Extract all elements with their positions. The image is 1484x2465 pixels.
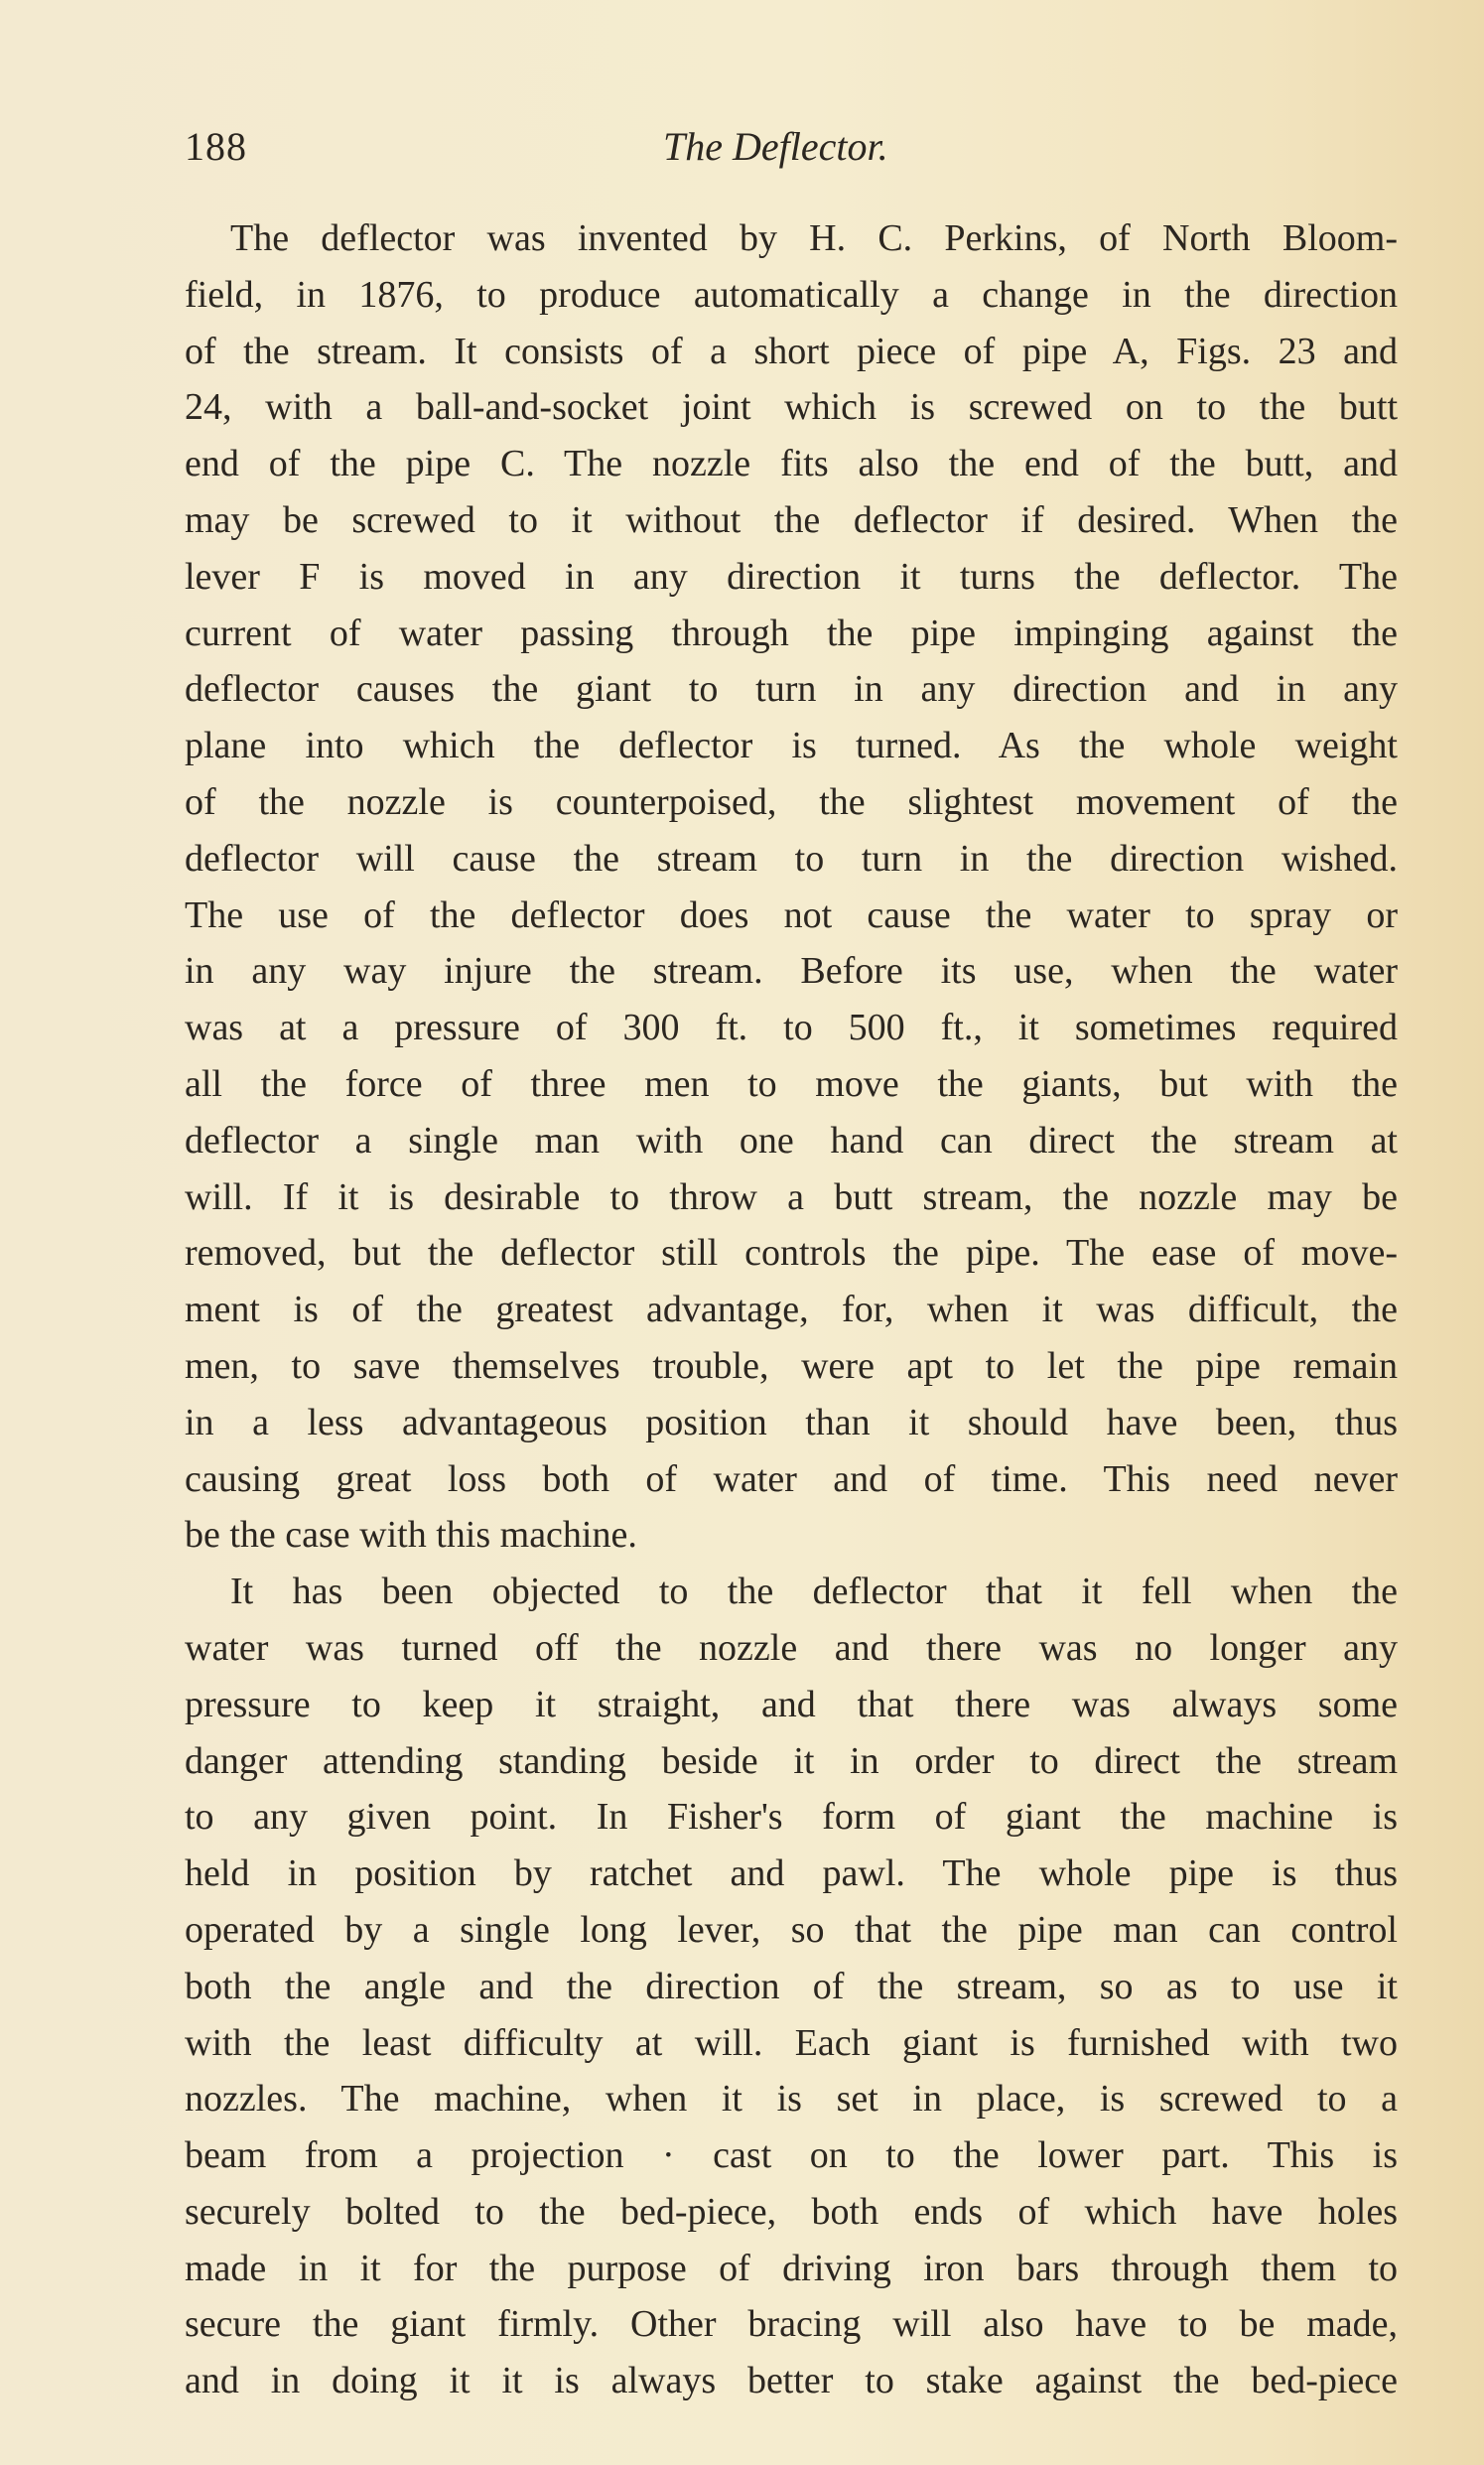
text-line: danger attending standing beside it in order to direct the stream — [185, 1739, 1398, 1782]
text-line: to any given point. In Fisher's form of giant the machine is — [185, 1796, 1398, 1839]
text-line: of the stream. It consists of a short piece of pipe A, Figs. 23 and — [185, 330, 1398, 372]
text-line: nozzles. The machine, when it is set in place, is screwed to a — [185, 2078, 1398, 2121]
text-line: be the case with this machine. — [185, 1514, 637, 1557]
text-line: current of water passing through the pipe impinging against the — [185, 612, 1398, 654]
running-title: The Deflector. — [663, 124, 888, 169]
text-line: with the least difficulty at will. Each giant is furnished with two — [185, 2021, 1398, 2064]
text-line: 24, with a ball-and-socket joint which is screwed on to the butt — [185, 386, 1398, 429]
text-line: plane into which the deflector is turned. As the whole weight — [185, 725, 1398, 767]
text-line: may be screwed to it without the deflector if desired. When the — [185, 498, 1398, 541]
text-line: pressure to keep it straight, and that there was always some — [185, 1683, 1398, 1725]
text-line: ment is of the greatest advantage, for, when it was difficult, the — [185, 1289, 1398, 1331]
paragraph-1 — [185, 210, 1398, 1564]
text-line: removed, but the deflector still controls the pipe. The ease of move- — [185, 1232, 1398, 1275]
text-line: was at a pressure of 300 ft. to 500 ft., it sometimes required — [185, 1007, 1398, 1049]
text-line: The use of the deflector does not cause the water to spray or — [185, 893, 1398, 936]
text-line: made in it for the purpose of driving iron bars through them to — [185, 2247, 1398, 2289]
text-line: It has been objected to the deflector that it fell when the — [230, 1571, 1398, 1613]
paragraph-2 — [185, 1564, 1398, 2409]
text-line: men, to save themselves trouble, were apt to let the pipe remain — [185, 1344, 1398, 1387]
text-line: lever F is moved in any direction it turns the deflector. The — [185, 555, 1398, 598]
text-line: held in position by ratchet and pawl. The whole pipe is thus — [185, 1852, 1398, 1895]
text-line: all the force of three men to move the giants, but with the — [185, 1062, 1398, 1105]
text-line: water was turned off the nozzle and there was no longer any — [185, 1626, 1398, 1669]
text-line: securely bolted to the bed-piece, both ends of which have holes — [185, 2190, 1398, 2233]
text-line: deflector will cause the stream to turn in the direction wished. — [185, 837, 1398, 880]
text-line: in any way injure the stream. Before its use, when the water — [185, 950, 1398, 993]
text-line: beam from a projection · cast on to the lower part. This is — [185, 2134, 1398, 2177]
text-line: and in doing it it is always better to stake against the bed-piece — [185, 2360, 1398, 2402]
page-number: 188 — [185, 124, 247, 169]
text-line: operated by a single long lever, so that the pipe man can control — [185, 1908, 1398, 1951]
running-head — [185, 117, 1396, 177]
text-line: deflector causes the giant to turn in any direction and in any — [185, 668, 1398, 711]
text-line: will. If it is desirable to throw a butt stream, the nozzle may be — [185, 1175, 1398, 1218]
text-line: in a less advantageous position than it should have been, thus — [185, 1401, 1398, 1443]
text-line: secure the giant firmly. Other bracing will also have to be made, — [185, 2303, 1398, 2346]
text-line: end of the pipe C. The nozzle fits also the end of the butt, and — [185, 443, 1398, 485]
text-line: both the angle and the direction of the stream, so as to use it — [185, 1965, 1398, 2007]
text-line: of the nozzle is counterpoised, the slightest movement of the — [185, 780, 1398, 823]
text-line: causing great loss both of water and of time. This need never — [185, 1457, 1398, 1500]
body-text — [185, 210, 1398, 2409]
text-line: field, in 1876, to produce automatically a change in the direction — [185, 273, 1398, 316]
text-line: deflector a single man with one hand can direct the stream at — [185, 1119, 1398, 1162]
text-line: The deflector was invented by H. C. Perkins, of North Bloom- — [230, 217, 1398, 259]
